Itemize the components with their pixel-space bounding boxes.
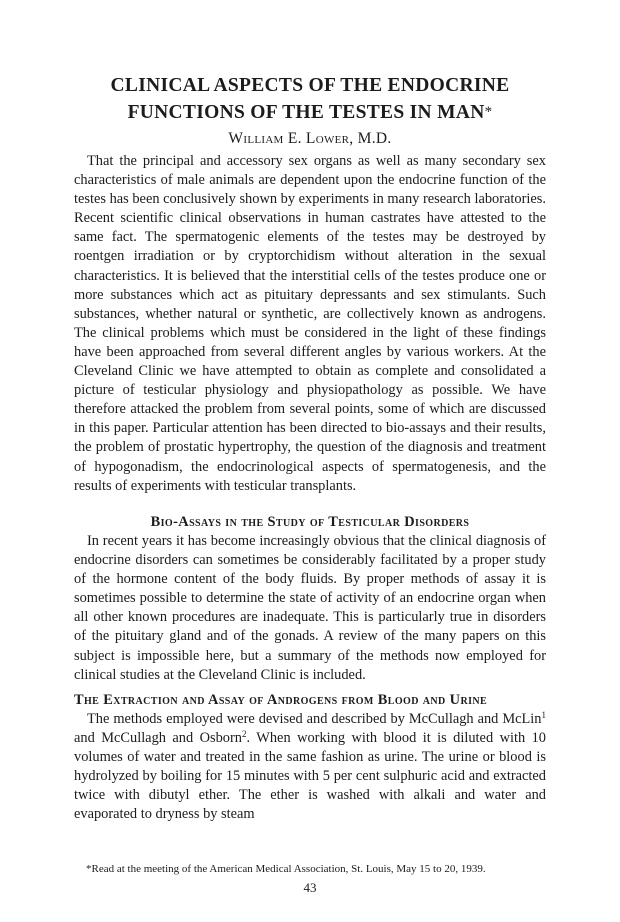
section-heading-androgen-extraction: The Extraction and Assay of Androgens from Blood and Urine	[74, 692, 488, 708]
author-byline: William E. Lower, M.D.	[228, 130, 392, 147]
methods-paragraph	[74, 710, 546, 825]
page-number: 43	[303, 880, 317, 895]
article-title	[40, 72, 580, 126]
title-line-2-text: FUNCTIONS OF THE TESTES IN MAN	[127, 102, 485, 123]
methods-text-2: and McCullagh and Osborn	[74, 730, 242, 747]
title-footnote-mark: *	[484, 104, 493, 120]
title-line-2	[40, 99, 580, 126]
reference-1: 1	[541, 710, 546, 720]
methods-text-1: The methods employed were devised and described by McCullagh and McLin	[87, 711, 542, 727]
methods-text-3: . When working with blood it is diluted with 10 volumes of water and treated in the same fashion as urine. The urine or blood is hydrolyzed by boiling for 15 minutes with 5 per cent sulphuric acid and extracted twice with dibutyl ether. The ether is washed with alkali and water and evaporated to dryness by steam	[74, 730, 546, 823]
section-heading-bio-assays: Bio-Assays in the Study of Testicular Disorders	[150, 514, 470, 530]
bio-assays-paragraph: In recent years it has become increasingly obvious that the clinical diagnosis of endocrine disorders can sometimes be considerably facilitated by a proper study of the hormone content of the body fluids. By proper methods of assay it is sometimes possible to determine the state of activity of an endocrine organ when all other known procedures are inadequate. This is particularly true in disorders of the pituitary gland and of the gonads. A review of the many papers on this subject is impossible here, but a summary of the methods now employed for clinical studies at the Cleveland Clinic is included.	[74, 533, 546, 683]
title-line-1: CLINICAL ASPECTS OF THE ENDOCRINE	[110, 75, 510, 96]
intro-paragraph: That the principal and accessory sex organs as well as many secondary sex characteristics of male animals are dependent upon the endocrine function of the testes has been conclusively shown by experiments in many research laboratories. Recent scientific clinical observations in human castrates have attested to the same fact. The spermatogenic elements of the testes may be destroyed by roentgen irradiation or by cryptorchidism without alteration in the sexual characteristics. It is believed that the interstitial cells of the testes produce one or more substances which act as pituitary depressants and sex stimulants. Such substances, whether natural or synthetic, are collectively known as androgens. The clinical problems which must be considered in the light of these findings have been approached from several different angles by various workers. At the Cleveland Clinic we have attempted to obtain as complete and consolidated a picture of testicular physiology and physiopathology as possible. We have therefore attacked the problem from several points, some of which are discussed in this paper. Particular attention has been directed to bio-assays and their results, the problem of prostatic hypertrophy, the question of the diagnosis and treatment of hypogonadism, the endocrinological aspects of spermatogenesis, and the results of experiments with testicular transplants.	[74, 153, 546, 494]
footnote: *Read at the meeting of the American Medical Association, St. Louis, May 15 to 20, 1939.	[86, 863, 486, 875]
reference-2: 2	[242, 729, 247, 740]
